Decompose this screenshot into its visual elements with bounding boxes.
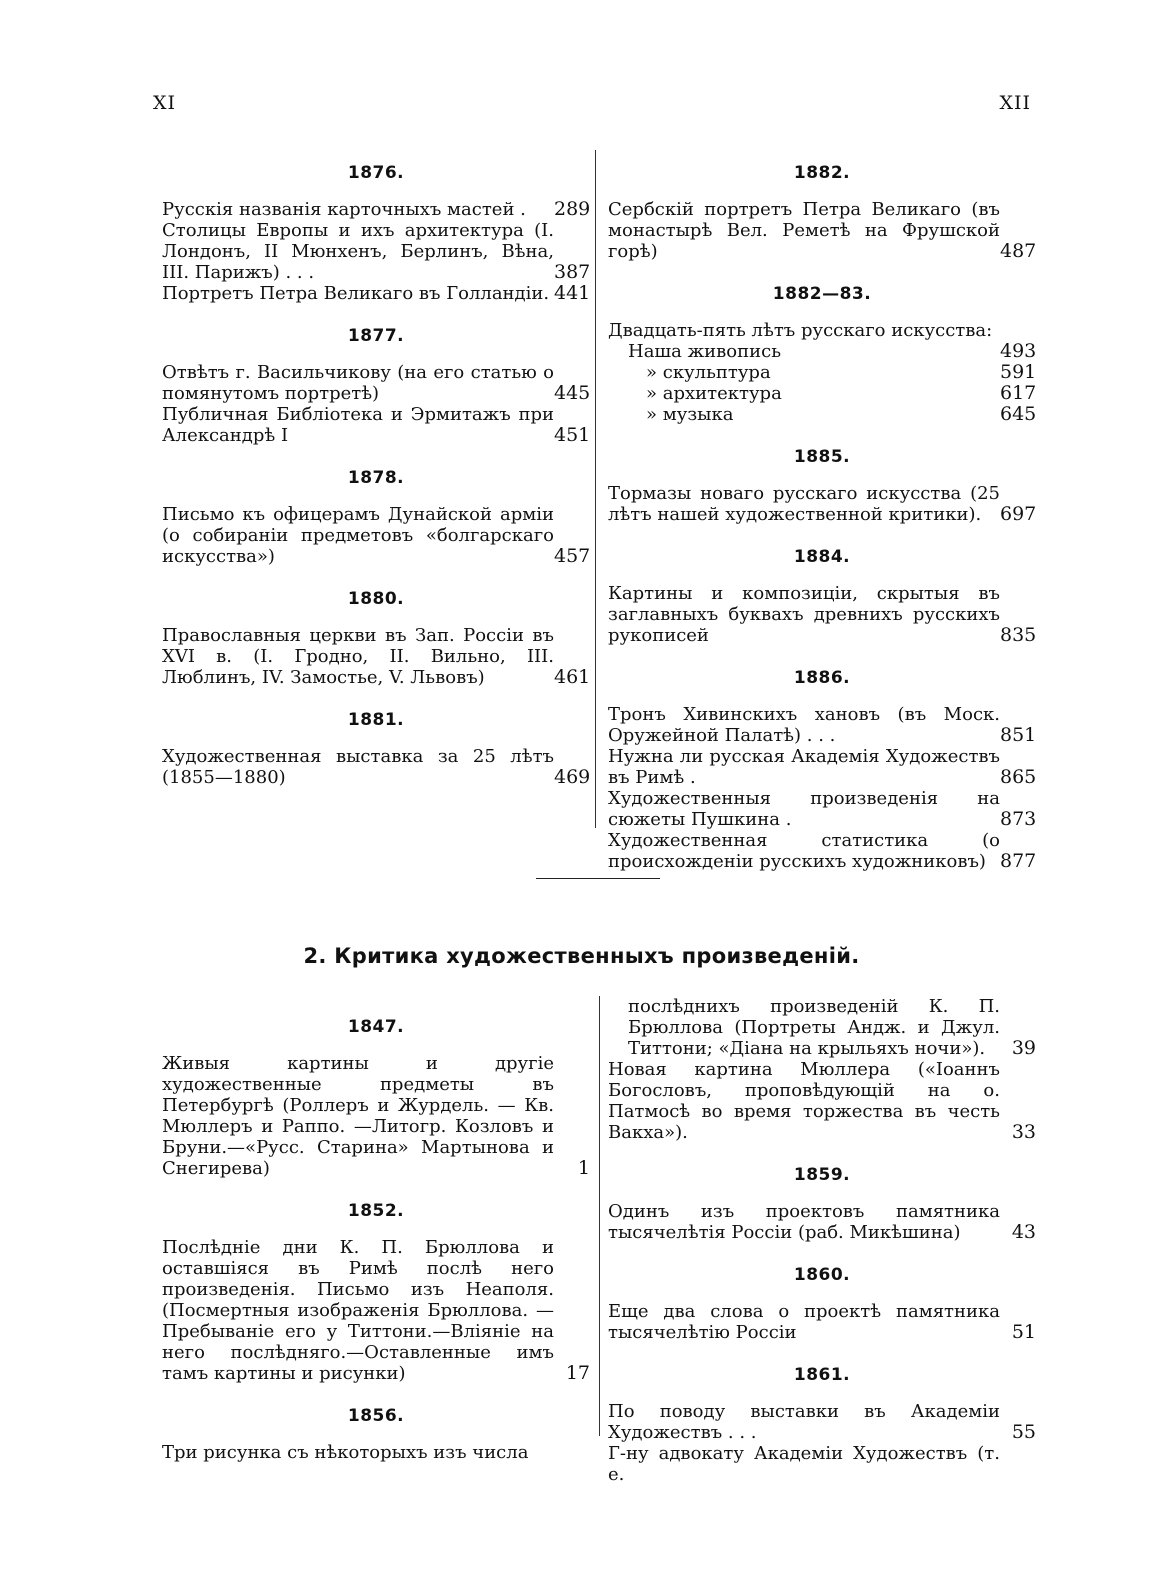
year-heading: 1885. bbox=[793, 447, 851, 467]
year-heading: 1847. bbox=[347, 1017, 405, 1037]
toc-entry-title: » скульптура bbox=[646, 362, 771, 383]
toc-entry[interactable] bbox=[162, 283, 590, 304]
toc-entry-title: Сербскій портретъ Петра Великаго (въ монастырѣ Вел. Реметѣ на Фрушской горѣ) bbox=[608, 199, 1000, 262]
toc-entry-page-number: 451 bbox=[554, 424, 591, 446]
toc-entry[interactable] bbox=[608, 199, 1036, 262]
toc-entry[interactable] bbox=[608, 383, 1036, 404]
toc-entry[interactable] bbox=[608, 746, 1036, 788]
toc-entry[interactable] bbox=[162, 1442, 590, 1463]
toc-entry[interactable] bbox=[608, 830, 1036, 872]
toc-entry-title: Публичная Библіотека и Эрмитажъ при Александрѣ I bbox=[162, 404, 554, 446]
toc-entry-page-number: 55 bbox=[1011, 1421, 1036, 1443]
toc-entry-page-number: 851 bbox=[1000, 724, 1037, 746]
toc-entry[interactable] bbox=[162, 625, 590, 688]
toc-section2-right-column bbox=[608, 996, 1036, 1485]
toc-entry-page-number: 17 bbox=[565, 1362, 590, 1384]
year-heading: 1882. bbox=[793, 163, 851, 183]
toc-entry-page-number: 51 bbox=[1011, 1321, 1036, 1343]
toc-entry-title: Живыя картины и другіе художественные предметы въ Петербургѣ (Роллеръ и Журдель. — Кв. Мюллеръ и Раппо. —Литогр. Козловъ и Бруни.—«Русс. Старина» Мартынова и Снегирева) bbox=[162, 1053, 554, 1179]
toc-entry-title: Православныя церкви въ Зап. Россіи въ XVI в. (I. Гродно, II. Вильно, III. Люблинъ, IV. Замостье, V. Львовъ) bbox=[162, 625, 554, 688]
toc-entry-page-number: 43 bbox=[1011, 1221, 1036, 1243]
toc-entry-title: Художественная статистика (о происхожденіи русскихъ художниковъ) bbox=[608, 830, 1000, 872]
year-heading: 1859. bbox=[793, 1165, 851, 1185]
toc-entry[interactable] bbox=[162, 362, 590, 404]
toc-entry[interactable] bbox=[608, 583, 1036, 646]
toc-entry[interactable] bbox=[162, 220, 590, 283]
column-divider-bottom bbox=[599, 996, 600, 1436]
toc-entry-page-number: 591 bbox=[1000, 361, 1037, 383]
year-heading: 1856. bbox=[347, 1406, 405, 1426]
toc-entry[interactable] bbox=[162, 199, 590, 220]
toc-entry-page-number: 1 bbox=[577, 1157, 590, 1179]
toc-entry-title: Русскія названія карточныхъ мастей . bbox=[162, 199, 526, 220]
toc-top-right-column bbox=[608, 163, 1036, 872]
toc-top-left-column bbox=[162, 163, 590, 788]
year-heading: 1882—83. bbox=[772, 284, 872, 304]
column-divider-top bbox=[595, 150, 596, 828]
toc-entry[interactable] bbox=[608, 996, 1036, 1059]
toc-entry[interactable] bbox=[608, 1059, 1036, 1143]
toc-entry-page-number: 645 bbox=[1000, 403, 1037, 425]
toc-entry[interactable] bbox=[608, 341, 1036, 362]
toc-entry-page-number: 457 bbox=[554, 545, 591, 567]
toc-entry-title: Художественныя произведенія на сюжеты Пушкина . bbox=[608, 788, 1000, 830]
toc-entry-title: Новая картина Мюллера («Іоаннъ Богословъ, проповѣдующій на о. Патмосѣ во время торжества въ честь Вакха»). bbox=[608, 1059, 1000, 1143]
section-separator bbox=[536, 878, 660, 879]
toc-entry[interactable] bbox=[608, 1401, 1036, 1443]
toc-entry-page-number: 33 bbox=[1011, 1121, 1036, 1143]
toc-entry[interactable] bbox=[608, 362, 1036, 383]
toc-entry-page-number: 697 bbox=[1000, 503, 1037, 525]
toc-entry[interactable] bbox=[608, 404, 1036, 425]
toc-entry-title: Картины и композиціи, скрытыя въ заглавныхъ буквахъ древнихъ русскихъ рукописей bbox=[608, 583, 1000, 646]
page-number-left: XI bbox=[153, 92, 177, 114]
toc-entry[interactable] bbox=[162, 1053, 590, 1179]
toc-entry-title: Послѣдніе дни К. П. Брюллова и оставшіяся въ Римѣ послѣ него произведенія. Письмо изъ Неаполя. (Посмертныя изображенія Брюллова. — Пребываніе его у Титтони.—Вліяніе на него послѣдняго.—Оставленные имъ тамъ картины и рисунки) bbox=[162, 1237, 554, 1384]
toc-entry[interactable] bbox=[608, 704, 1036, 746]
toc-entry-title: Портретъ Петра Великаго въ Голландіи. bbox=[162, 283, 550, 304]
toc-entry-title: Письмо къ офицерамъ Дунайской арміи (о собираніи предметовъ «болгарскаго искусства») bbox=[162, 504, 554, 567]
toc-entry-page-number: 873 bbox=[1000, 808, 1037, 830]
toc-entry-page-number: 877 bbox=[1000, 850, 1037, 872]
toc-entry-title: Нужна ли русская Академія Художествъ въ Римѣ . bbox=[608, 746, 1000, 788]
year-heading: 1877. bbox=[347, 326, 405, 346]
toc-entry-title: По поводу выставки въ Академіи Художествъ . . . bbox=[608, 1401, 1000, 1443]
toc-entry-title: » архитектура bbox=[646, 383, 782, 404]
toc-entry-page-number: 39 bbox=[1011, 1037, 1036, 1059]
toc-entry-title: » музыка bbox=[646, 404, 734, 425]
toc-entry[interactable] bbox=[162, 404, 590, 446]
toc-entry-title: Одинъ изъ проектовъ памятника тысячелѣтія Россіи (раб. Микѣшина) bbox=[608, 1201, 1000, 1243]
section-title: 2. Критика художественныхъ произведеній. bbox=[303, 944, 860, 968]
toc-entry[interactable] bbox=[162, 746, 590, 788]
toc-entry[interactable] bbox=[162, 504, 590, 567]
toc-entry-title: послѣднихъ произведеній К. П. Брюллова (Портреты Андж. и Джул. Титтони; «Діана на крыльяхъ ночи»). bbox=[628, 996, 1000, 1059]
toc-entry-title: Художественная выставка за 25 лѣтъ (1855—1880) bbox=[162, 746, 554, 788]
year-heading: 1876. bbox=[347, 163, 405, 183]
toc-entry[interactable] bbox=[162, 1237, 590, 1384]
toc-entry-title: Тормазы новаго русскаго искусства (25 лѣтъ нашей художественной критики). bbox=[608, 483, 1000, 525]
toc-entry-title: Двадцать-пять лѣтъ русскаго искусства: bbox=[608, 320, 993, 341]
toc-entry-page-number: 487 bbox=[1000, 240, 1037, 262]
toc-entry-page-number: 445 bbox=[554, 382, 591, 404]
toc-entry-title: Отвѣтъ г. Васильчикову (на его статью о помянутомъ портретѣ) bbox=[162, 362, 554, 404]
year-heading: 1884. bbox=[793, 547, 851, 567]
toc-entry[interactable] bbox=[608, 1201, 1036, 1243]
toc-entry-page-number: 865 bbox=[1000, 766, 1037, 788]
toc-entry[interactable] bbox=[608, 320, 1036, 341]
toc-entry-title: Наша живопись bbox=[628, 341, 782, 362]
toc-entry-page-number: 441 bbox=[554, 282, 591, 304]
year-heading: 1886. bbox=[793, 668, 851, 688]
year-heading: 1861. bbox=[793, 1365, 851, 1385]
toc-entry-title: Еще два слова о проектѣ памятника тысячелѣтію Россіи bbox=[608, 1301, 1000, 1343]
toc-entry[interactable] bbox=[608, 1443, 1036, 1485]
toc-entry-page-number: 289 bbox=[554, 198, 591, 220]
toc-entry-title: Г-ну адвокату Академіи Художествъ (т. е. bbox=[608, 1443, 1000, 1485]
toc-entry-page-number: 387 bbox=[554, 261, 591, 283]
year-heading: 1878. bbox=[347, 468, 405, 488]
page-number-right: XII bbox=[999, 92, 1031, 114]
year-heading: 1860. bbox=[793, 1265, 851, 1285]
toc-entry-title: Три рисунка съ нѣкоторыхъ изъ числа bbox=[162, 1442, 529, 1463]
toc-entry[interactable] bbox=[608, 1301, 1036, 1343]
toc-section2-left-column bbox=[162, 1017, 590, 1463]
toc-entry[interactable] bbox=[608, 788, 1036, 830]
toc-entry-page-number: 493 bbox=[1000, 340, 1037, 362]
toc-entry-title: Столицы Европы и ихъ архитектура (I. Лондонъ, II Мюнхенъ, Берлинъ, Вѣна, III. Парижъ) . . . bbox=[162, 220, 554, 283]
year-heading: 1852. bbox=[347, 1201, 405, 1221]
toc-entry[interactable] bbox=[608, 483, 1036, 525]
toc-entry-page-number: 617 bbox=[1000, 382, 1037, 404]
toc-entry-page-number: 469 bbox=[554, 766, 591, 788]
toc-entry-title: Тронъ Хивинскихъ хановъ (въ Моск. Оружейной Палатѣ) . . . bbox=[608, 704, 1000, 746]
toc-entry-page-number: 461 bbox=[554, 666, 591, 688]
year-heading: 1880. bbox=[347, 589, 405, 609]
year-heading: 1881. bbox=[347, 710, 405, 730]
toc-entry-page-number: 835 bbox=[1000, 624, 1037, 646]
